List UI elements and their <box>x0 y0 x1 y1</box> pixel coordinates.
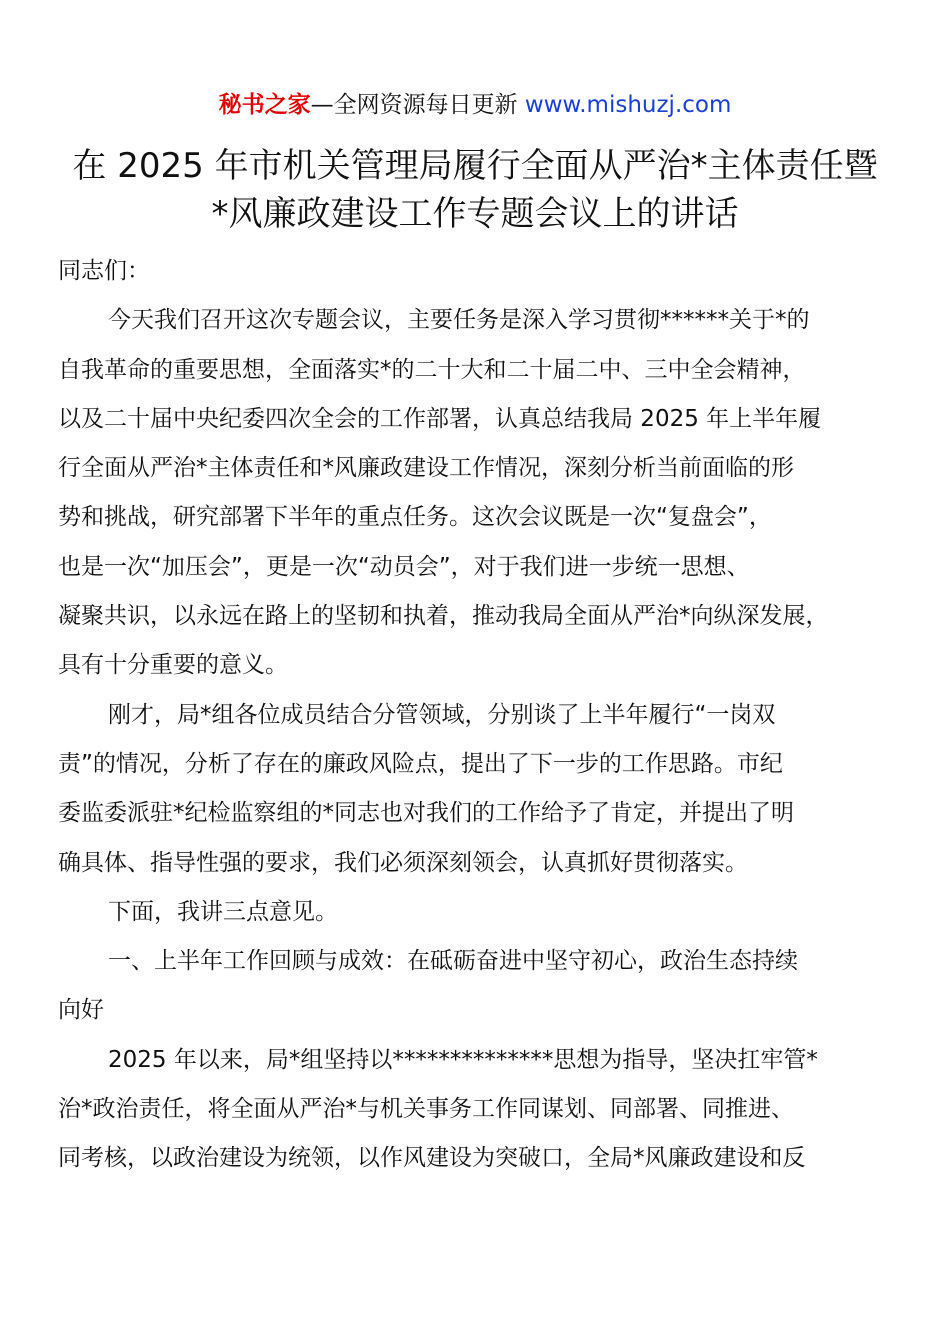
paragraph-line: 行全面从严治*主体责任和*风廉政建设工作情况，深刻分析当前面临的形 <box>58 455 794 482</box>
paragraph-line: 委监委派驻*纪检监察组的*同志也对我们的工作给予了肯定，并提出了明 <box>58 800 794 827</box>
paragraph-line: 下面，我讲三点意见。 <box>108 898 338 925</box>
paragraph-line: 2025 年以来，局*组坚持以**************思想为指导，坚决扛牢管* <box>108 1046 818 1073</box>
paragraph-line: 同考核，以政治建设为统领，以作风建设为突破口，全局*风廉政建设和反 <box>58 1145 806 1172</box>
title-line-2: *风廉政建设工作专题会议上的讲话 <box>211 194 739 234</box>
section-heading-line: 向好 <box>58 997 104 1024</box>
paragraph-line: 刚才，局*组各位成员结合分管领域，分别谈了上半年履行“一岗双 <box>108 701 776 728</box>
paragraph-line: 确具体、指导性强的要求，我们必须深刻领会，认真抓好贯彻落实。 <box>58 849 748 876</box>
site-header <box>0 88 950 122</box>
paragraph-line: 责”的情况，分析了存在的廉政风险点，提出了下一步的工作思路。市纪 <box>58 750 783 777</box>
document-body <box>58 247 918 1184</box>
salutation: 同志们： <box>58 258 150 284</box>
section-heading-line: 一、上半年工作回顾与成效：在砥砺奋进中坚守初心，政治生态持续 <box>108 948 798 975</box>
paragraph-line: 以及二十届中央纪委四次全会的工作部署，认真总结我局 2025 年上半年履 <box>58 405 822 432</box>
site-brand: 秘书之家 <box>218 92 311 118</box>
paragraph-line: 凝聚共识，以永远在路上的坚韧和执着，推动我局全面从严治*向纵深发展， <box>58 603 829 630</box>
paragraph-line: 今天我们召开这次专题会议，主要任务是深入学习贯彻******关于*的 <box>108 307 810 334</box>
site-tagline: —全网资源每日更新 <box>310 92 525 118</box>
paragraph-line: 势和挑战，研究部署下半年的重点任务。这次会议既是一次“复盘会”， <box>58 504 772 531</box>
paragraph-line: 自我革命的重要思想，全面落实*的二十大和二十届二中、三中全会精神， <box>58 356 806 383</box>
paragraph-line: 也是一次“加压会”，更是一次“动员会”，对于我们进一步统一思想、 <box>58 553 750 580</box>
paragraph-line: 治*政治责任，将全面从严治*与机关事务工作同谋划、同部署、同推进、 <box>58 1096 794 1123</box>
site-url-link[interactable]: www.mishuzj.com <box>524 92 732 118</box>
document-title <box>40 142 910 238</box>
title-line-1: 在 2025 年市机关管理局履行全面从严治*主体责任暨 <box>72 146 878 186</box>
paragraph-line: 具有十分重要的意义。 <box>58 652 288 679</box>
